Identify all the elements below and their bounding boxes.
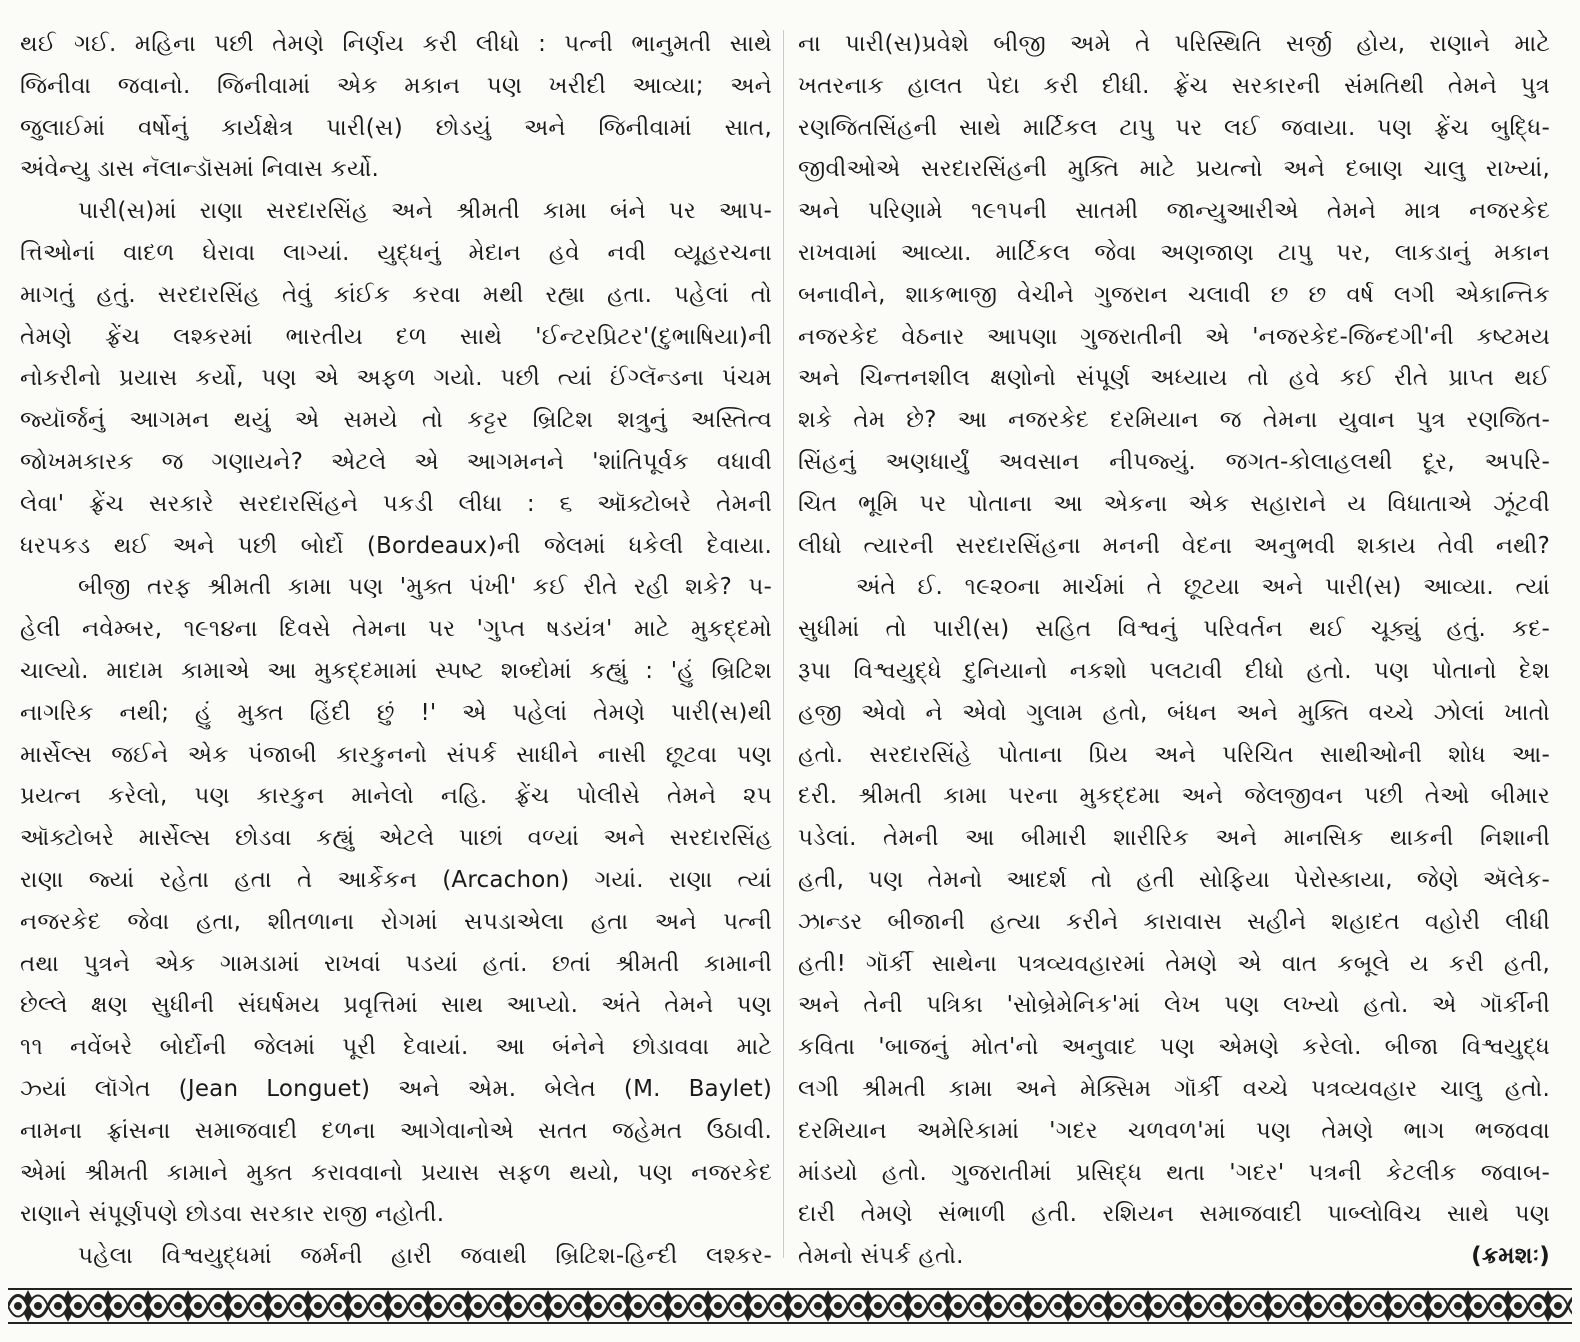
text-line: ત્તિઓનાં વાદળ ઘેરાવા લાગ્યાં. યુદ્ધનું મેદાન હવે નવી વ્યૂહરચના	[20, 239, 772, 266]
text-line: દરમિયાન અમેરિકામાં 'ગદર ચળવળ'માં પણ તેમણે ભાગ ભજવવા	[798, 1117, 1550, 1144]
text-line: શકે તેમ છે? આ નજરકેદ દરમિયાન જ તેમના યુવાન પુત્ર રણજિત-	[798, 407, 1550, 434]
text-line: ઝ્યાં લૉગેત (Jean Longuet) અને એમ. બેલેત (M. Baylet)	[20, 1075, 772, 1102]
text-line: ના પારી(સ)પ્રવેશે બીજી અમે તે પરિસ્થિતિ સર્જી હોય, રાણાને માટે	[798, 31, 1550, 57]
text-line: રૂપા વિશ્વયુદ્ધે દુનિયાનો નકશો પલટાવી દીધો હતો. પણ પોતાનો દેશ	[798, 657, 1550, 684]
text-line: ચિત ભૂમિ પર પોતાના આ એકના એક સહારાને ય વિધાતાએ ઝૂંટવી	[798, 490, 1550, 517]
text-line: માંડયો હતો. ગુજરાતીમાં પ્રસિદ્ધ થતા 'ગદર' પત્રની કેટલીક જવાબ-	[798, 1159, 1550, 1186]
text-line: રણજિતસિંહની સાથે માર્ટિકલ ટાપુ પર લઈ જવાયા. પણ ફ્રેંચ બુદ્ધિ-	[798, 114, 1550, 141]
text-line: લગી શ્રીમતી કામા અને મેક્સિમ ગૉર્કી વચ્ચે પત્રવ્યવહાર ચાલુ હતો.	[798, 1075, 1550, 1102]
text-line: ચાલ્યો. માદામ કામાએ આ મુકદ્દમામાં સ્પષ્ટ શબ્દોમાં કહ્યું : 'હું બ્રિટિશ	[20, 657, 772, 684]
text-line: દારી તેમણે સંભાળી હતી. રશિયન સમાજવાદી પાબ્લોવિચ સાથે પણ	[798, 1201, 1550, 1228]
text-line: નોકરીનો પ્રયાસ કર્યો, પણ એ અફળ ગયો. પછી ત્યાં ઈંગ્લૅન્ડના પંચમ	[20, 365, 772, 392]
text-line: લીધો ત્યારની સરદારસિંહના મનની વેદના અનુભવી શકાય તેવી નથી?	[798, 532, 1550, 559]
text-line: એમાં શ્રીમતી કામાને મુક્ત કરાવવાનો પ્રયાસ સફળ થયો, પણ નજરકેદ	[20, 1159, 772, 1186]
text-line: અને પરિણામે ૧૯૧૫ની સાતમી જાન્યુઆરીએ તેમને માત્ર નજરકેદ	[798, 198, 1550, 225]
text-line: રાખવામાં આવ્યા. માર્ટિકલ જેવા અણજાણ ટાપુ પર, લાકડાનું મકાન	[798, 239, 1550, 266]
text-line: તેમણે ફ્રેંચ લશ્કરમાં ભારતીય દળ સાથે 'ઈન્ટરપ્રિટર'(દુભાષિયા)ની	[20, 323, 772, 350]
text-line: અંવેન્યુ ડાસ નૅલાન્ડૉસમાં નિવાસ કર્યો.	[20, 156, 380, 183]
text-line: જિનીવા જવાનો. જિનીવામાં એક મકાન પણ ખરીદી આવ્યા; અને	[20, 72, 772, 99]
text-line: નજરકેદ વેઠનાર આપણા ગુજરાતીની એ 'નજરકેદ-જિન્દગી'ની કષ્ટમય	[798, 323, 1550, 350]
text-line: દરી. શ્રીમતી કામા પરના મુકદ્દમા અને જેલજીવન પછી તેઓ બીમાર	[798, 783, 1550, 810]
text-line: જુલાઈમાં વર્ષોનું કાર્યક્ષેત્ર પારી(સ) છોડયું અને જિનીવામાં સાત,	[20, 114, 772, 141]
text-line: નજરકેદ જેવા હતા, શીતળાના રોગમાં સપડાએલા હતા અને પત્ની	[20, 908, 772, 935]
paragraph-start-line: બીજી તરફ શ્રીમતી કામા પણ 'મુક્ત પંખી' કઈ રીતે રહી શકે? પ-	[78, 574, 772, 601]
text-line: તથા પુત્રને એક ગામડામાં રાખવાં પડયાં હતાં. છતાં શ્રીમતી કામાની	[20, 950, 772, 977]
text-line: ઝાન્ડર બીજાની હત્યા કરીને કારાવાસ સહીને શહાદત વહોરી લીધી	[798, 908, 1550, 935]
left-column	[20, 24, 772, 1278]
text-line: થઈ ગઈ. મહિના પછી તેમણે નિર્ણય કરી લીધો : પત્ની ભાનુમતી સાથે	[20, 31, 772, 57]
text-line: લેવા' ફ્રેંચ સરકારે સરદારસિંહને પકડી લીધા : ૬ ઑક્ટોબરે તેમની	[20, 490, 772, 517]
text-line: માર્સેલ્સ જઈને એક પંજાબી કારકુનનો સંપર્ક સાધીને નાસી છૂટવા પણ	[20, 741, 772, 768]
text-line: સુધીમાં તો પારી(સ) સહિત વિશ્વનું પરિવર્તન થઈ ચૂક્યું હતું. કદ-	[798, 616, 1550, 643]
text-line: ઑક્ટોબરે માર્સેલ્સ છોડવા કહ્યું એટલે પાછાં વળ્યાં અને સરદારસિંહ	[20, 825, 772, 852]
text-line: હતી, પણ તેમનો આદર્શ તો હતી સોફિયા પેરોસ્કાયા, જેણે ઍલેક-	[798, 866, 1550, 893]
text-line: હતો. સરદારસિંહે પોતાના પ્રિય અને પરિચિત સાથીઓની શોધ આ-	[798, 741, 1550, 768]
text-line: રાણા જ્યાં રહેતા હતા તે આર્કેકન (Arcachon) ગયાં. રાણા ત્યાં	[20, 866, 772, 893]
continued-label: (ક્રમશઃ)	[1471, 1243, 1550, 1270]
paragraph-start-line: પારી(સ)માં રાણા સરદારસિંહ અને શ્રીમતી કામા બંને પર આપ-	[78, 198, 772, 225]
text-line: છેલ્લે ક્ષણ સુધીની સંઘર્ષમય પ્રવૃત્તિમાં સાથ આપ્યો. અંતે તેમને પણ	[20, 992, 772, 1019]
text-line: બનાવીને, શાકભાજી વેચીને ગુજરાન ચલાવી છ છ વર્ષ લગી એકાન્તિક	[798, 281, 1550, 308]
text-line: હતી! ગૉર્કી સાથેના પત્રવ્યવહારમાં તેમણે એ વાત કબૂલે ય કરી હતી,	[798, 950, 1550, 977]
text-line: જોખમકારક જ ગણાયને? એટલે એ આગમનને 'શાંતિપૂર્વક વધાવી	[20, 448, 772, 475]
text-line: ખતરનાક હાલત પેદા કરી દીધી. ફ્રેંચ સરકારની સંમતિથી તેમને પુત્ર	[798, 72, 1550, 99]
text-line: હજી એવો ને એવો ગુલામ હતો, બંધન અને મુક્તિ વચ્ચે ઝોલાં ખાતો	[798, 699, 1550, 726]
text-line: જ્યૉર્જનું આગમન થયું એ સમયે તો કટ્ટર બ્રિટિશ શત્રુનું અસ્તિત્વ	[20, 407, 772, 434]
paragraph-start-line: પહેલા વિશ્વયુદ્ધમાં જર્મની હારી જવાથી બ્રિટિશ-હિન્દી લશ્કર-	[78, 1243, 772, 1270]
text-line: પ્રયત્ન કરેલો, પણ કારકુન માનેલો નહિ. ફ્રેંચ પોલીસે તેમને ૨૫	[20, 783, 772, 810]
final-line	[798, 1236, 1550, 1278]
paragraph-start-line: અંતે ઈ. ૧૯૨૦ના માર્ચમાં તે છૂટયા અને પારી(સ) આવ્યા. ત્યાં	[856, 574, 1550, 601]
text-line: હેલી નવેમ્બર, ૧૯૧૪ના દિવસે તેમના પર 'ગુપ્ત ષડયંત્ર' માટે મુકદ્દમો	[20, 616, 772, 643]
text-line: ૧૧ નવેંબરે બોર્દોની જેલમાં પૂરી દેવાયાં. આ બંનેને છોડાવવા માટે	[20, 1034, 772, 1061]
column-divider	[783, 30, 784, 1258]
text-line: તેમનો સંપર્ક હતો.	[798, 1243, 964, 1270]
text-line: માગતું હતું. સરદારસિંહ તેવું કાંઈક કરવા મથી રહ્યા હતા. પહેલાં તો	[20, 281, 772, 308]
text-line: કવિતા 'બાજનું મોત'નો અનુવાદ પણ એમણે કરેલો. બીજા વિશ્વયુદ્ધ	[798, 1034, 1550, 1061]
text-line: નામના ફ્રાંસના સમાજવાદી દળના આગેવાનોએ સતત જહેમત ઉઠાવી.	[20, 1117, 772, 1144]
text-line: અને તેની પત્રિકા 'સોબ્રેમેનિક'માં લેખ પણ લખ્યો હતો. એ ગૉર્કીની	[798, 992, 1550, 1019]
right-column	[798, 24, 1550, 1278]
text-line: સિંહનું અણધાર્યું અવસાન નીપજ્યું. જગત-કોલાહલથી દૂર, અપરિ-	[798, 448, 1550, 475]
text-line: નાગરિક નથી; હું મુક્ત હિંદી છું !' એ પહેલાં તેમણે પારી(સ)થી	[20, 699, 772, 726]
text-line: ધરપકડ થઈ અને પછી બોર્દો (Bordeaux)ની જેલમાં ધકેલી દેવાયા.	[20, 532, 772, 559]
text-line: અને ચિન્તનશીલ ક્ષણોનો સંપૂર્ણ અધ્યાય તો હવે કઈ રીતે પ્રાપ્ત થઈ	[798, 365, 1550, 392]
text-line: જીવીઓએ સરદારસિંહની મુક્તિ માટે પ્રયત્નો અને દબાણ ચાલુ રાખ્યાં,	[798, 156, 1550, 183]
decorative-border-icon	[8, 1286, 1572, 1326]
text-line: રાણાને સંપૂર્ણપણે છોડવા સરકાર રાજી નહોતી.	[20, 1201, 445, 1228]
text-line: પડેલાં. તેમની આ બીમારી શારીરિક અને માનસિક થાકની નિશાની	[798, 825, 1550, 852]
